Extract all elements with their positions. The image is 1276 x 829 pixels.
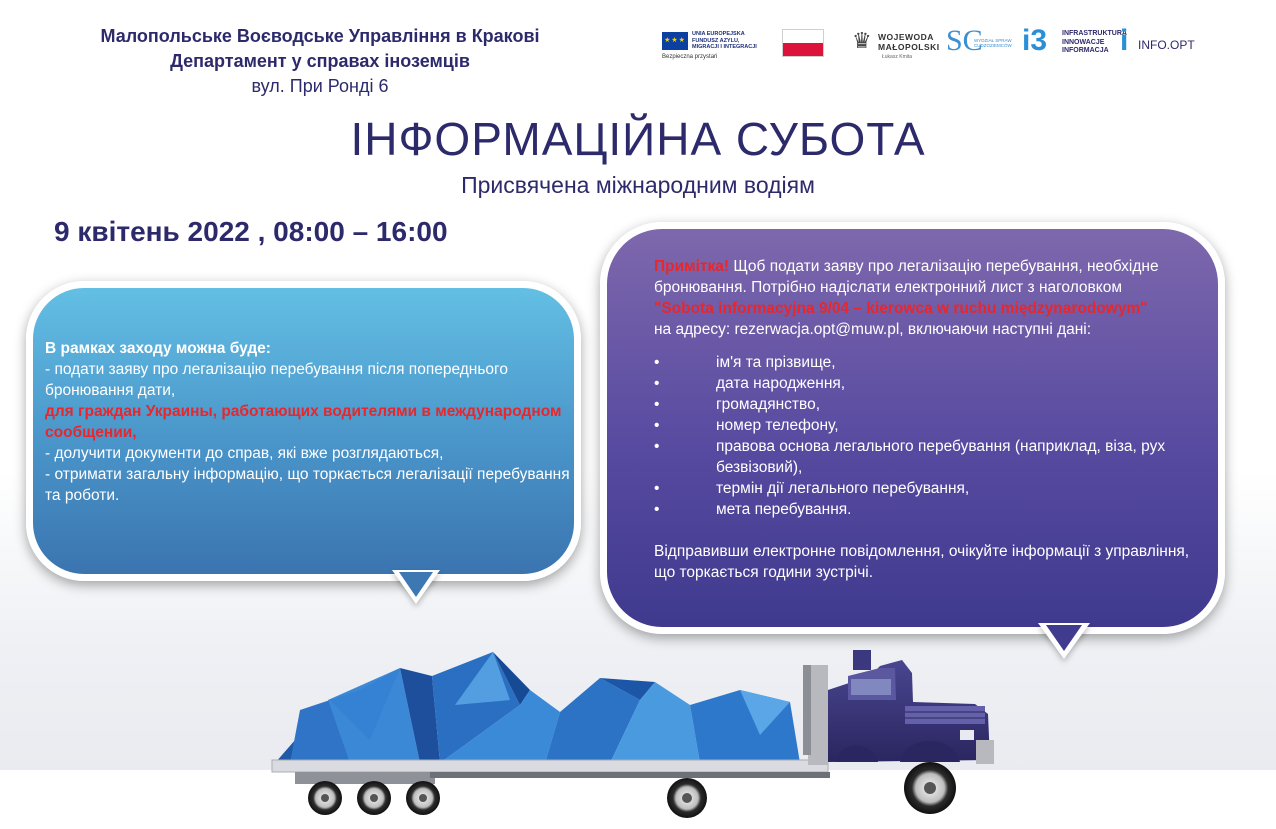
- list-item: • термін дії легального перебування,: [654, 480, 970, 497]
- bullet-icon: •: [654, 438, 660, 455]
- partner-logos: [660, 22, 1240, 68]
- eu-fund-text: UNIA EUROPEJSKA FUNDUSZ AZYLU, MIGRACJI I INTEGRACJI: [692, 31, 757, 50]
- eu-fund-logo: [662, 28, 758, 62]
- org-address: вул. При Ронді 6: [251, 76, 389, 96]
- left-speech-bubble: [26, 281, 581, 581]
- email-subject-line: "Sobota informacyjna 9/04 – kierowca w ruchu międzynarodowym": [654, 300, 1148, 317]
- left-bubble-item-1-note: для граждан Украины, работающих водителями в международном сообщении,: [45, 403, 562, 441]
- right-bubble-tail-fill: [1046, 625, 1082, 651]
- note-label: Примітка!: [654, 258, 730, 275]
- sc-mark: SC: [946, 24, 983, 57]
- info-opt-mark: i: [1120, 24, 1129, 57]
- eagle-emblem-icon: ♛: [852, 28, 872, 53]
- bullet-icon: •: [654, 480, 660, 497]
- organization-header: [40, 24, 600, 99]
- ground: [0, 770, 1276, 829]
- right-bubble-note: [654, 256, 1199, 298]
- list-item: • громадянство,: [654, 396, 821, 413]
- left-bubble-item-2: - долучити документи до справ, які вже розглядаються,: [45, 445, 444, 462]
- info-opt-text: INFO.OPT: [1138, 38, 1195, 52]
- i3-mark: i3: [1022, 24, 1048, 57]
- bullet-icon: •: [654, 417, 660, 434]
- left-bubble-item-3: - отримати загальну інформацію, що торкається легалізації перебування та роботи.: [45, 466, 570, 504]
- bullet-icon: •: [654, 354, 660, 371]
- wojewoda-line1: WOJEWODA: [878, 32, 934, 42]
- eu-flag-icon: ★★★: [662, 32, 688, 50]
- right-bubble-footer: Відправивши електронне повідомлення, очікуйте інформації з управління, що торкається години зустрічі.: [654, 543, 1190, 581]
- left-bubble-item-1: - подати заяву про легалізацію перебування після попереднього бронювання дати,: [45, 361, 508, 399]
- wojewoda-logo: [852, 26, 940, 64]
- left-bubble-content: [45, 338, 570, 506]
- list-item: • номер телефону,: [654, 417, 839, 434]
- org-department: Департамент у справах іноземців: [170, 51, 470, 71]
- right-speech-bubble: [600, 222, 1225, 634]
- note-text: Щоб подати заяву про легалізацію перебування, необхідне бронювання. Потрібно надіслати електронний лист з наголовком: [654, 258, 1159, 296]
- left-bubble-heading: В рамках заходу можна буде:: [45, 340, 271, 357]
- bullet-icon: •: [654, 396, 660, 413]
- bullet-icon: •: [654, 501, 660, 518]
- required-data-list: [654, 352, 1199, 520]
- eu-fund-subtext: Bezpieczna przystań: [662, 54, 718, 60]
- polish-flag-icon: [782, 29, 824, 57]
- i3-text: INFRASTRUKTURA INNOWACJE INFORMACJA: [1062, 30, 1127, 54]
- org-name: Малопольське Воєводське Управління в Кракові: [100, 26, 540, 46]
- bullet-icon: •: [654, 375, 660, 392]
- list-item: • ім'я та прізвище,: [654, 354, 836, 371]
- wojewoda-line3: Łukasz Kmita: [882, 54, 913, 60]
- sc-text: WYDZIAŁ SPRAW CUDZOZIEMCÓW: [974, 38, 1012, 48]
- info-opt-logo: [1120, 24, 1230, 66]
- list-item: • мета перебування.: [654, 501, 852, 518]
- list-item: • правова основа легального перебування (наприклад, віза, рух безвізовий),: [654, 438, 1166, 476]
- email-address-line: на адресу: rezerwacja.opt@muw.pl, включаючи наступні дані:: [654, 321, 1092, 338]
- left-bubble-tail-fill: [399, 572, 433, 597]
- wojewoda-line2: MAŁOPOLSKI: [878, 42, 940, 52]
- sc-logo: [946, 24, 1016, 66]
- page-title: ІНФОРМАЦІЙНА СУБОТА: [350, 113, 926, 165]
- event-date: 9 квітень 2022 , 08:00 – 16:00: [54, 216, 448, 247]
- right-bubble-content: [654, 256, 1199, 583]
- list-item: • дата народження,: [654, 375, 846, 392]
- page-subtitle: Присвячена міжнародним водіям: [461, 172, 815, 198]
